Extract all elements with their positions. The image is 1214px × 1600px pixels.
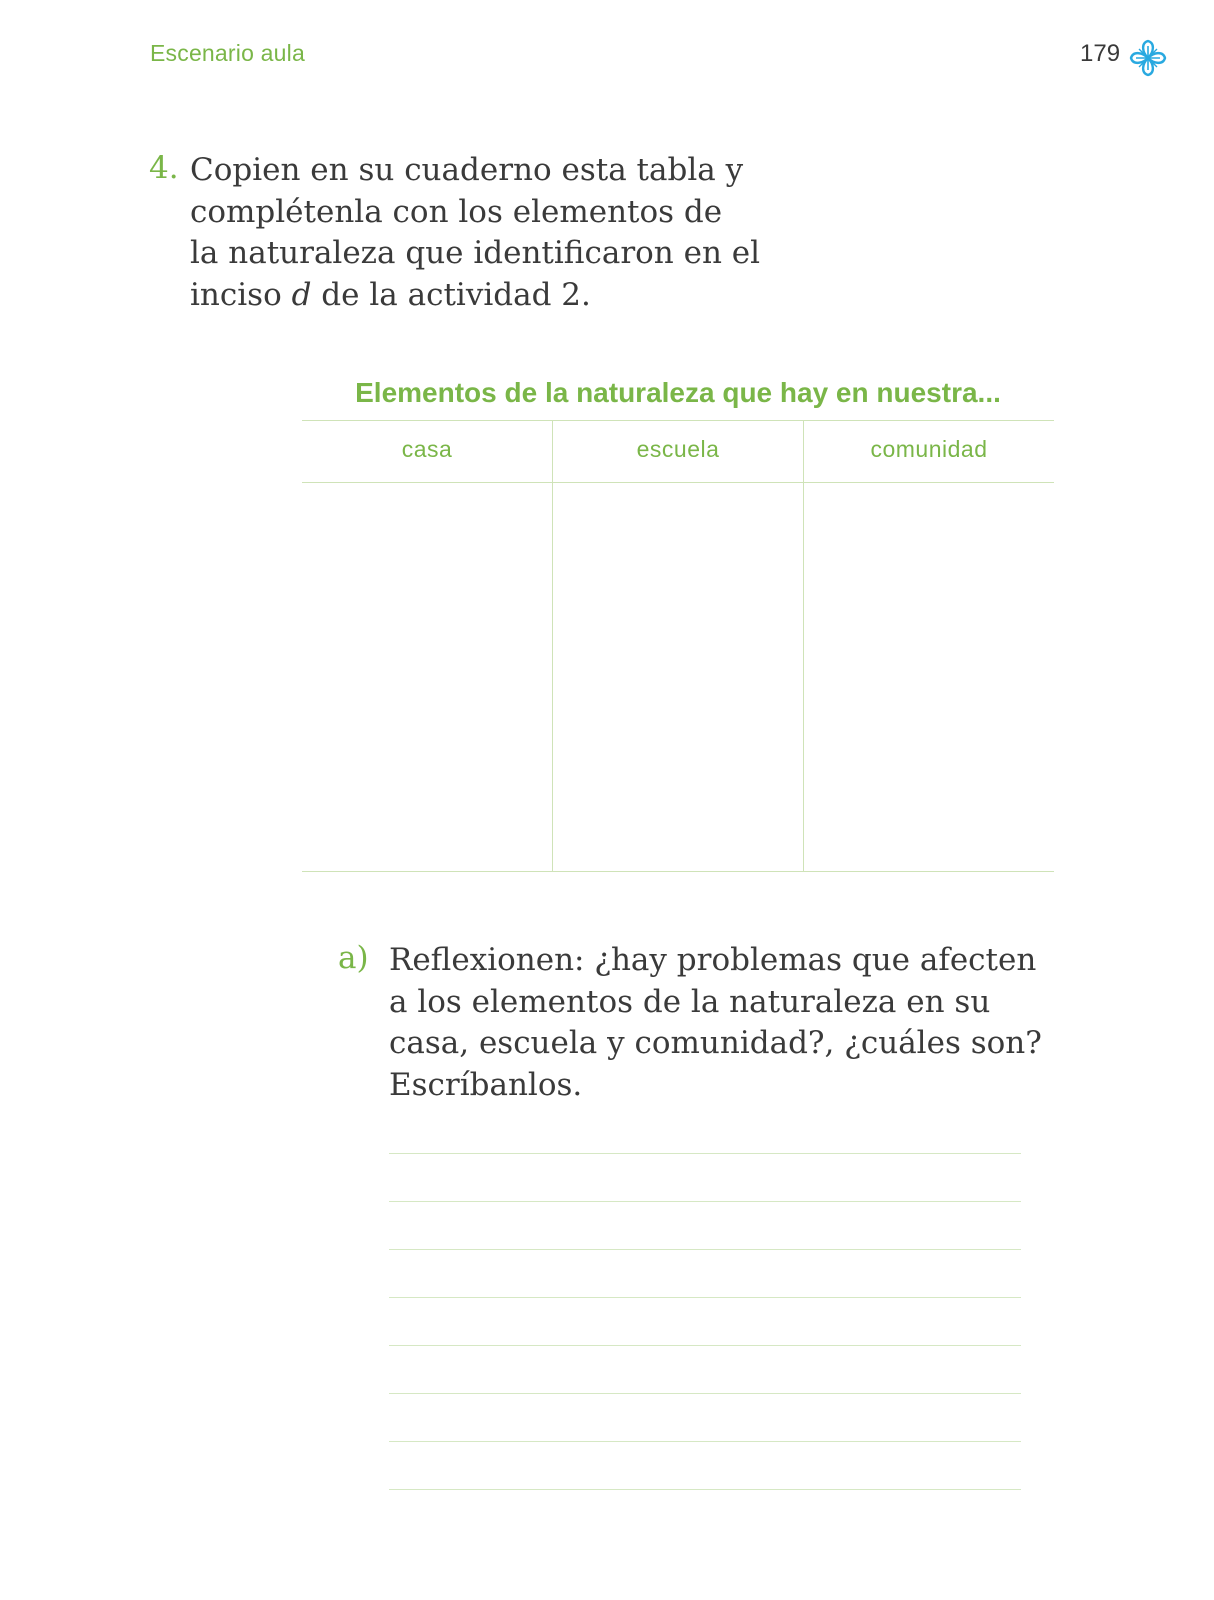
subquestion-line: Reflexionen: ¿hay problemas que afecten [389, 942, 1037, 978]
page-number: 179 [1080, 40, 1121, 67]
question-line: complétenla con los elementos de [190, 193, 723, 230]
question-line: Copien en su cuaderno esta tabla y [190, 152, 744, 188]
column-header-casa: casa [401, 436, 453, 462]
subquestion-letter: a) [338, 940, 369, 976]
table-top-border [302, 420, 1054, 421]
question-line-end: de la actividad 2. [311, 276, 591, 313]
italic-letter: d [291, 276, 312, 313]
subquestion-text [389, 940, 1042, 1106]
clover-emblem-icon [1128, 38, 1168, 78]
subquestion-line: casa, escuela y comunidad?, ¿cuáles son? [389, 1025, 1042, 1061]
answer-line[interactable] [389, 1249, 1021, 1250]
column-header-escuela: escuela [636, 436, 720, 462]
answer-line[interactable] [389, 1345, 1021, 1346]
answer-line[interactable] [389, 1441, 1021, 1442]
table-bottom-border [302, 871, 1054, 872]
question-line: la naturaleza que identificaron en el [190, 235, 761, 271]
question-number: 4. [149, 150, 179, 186]
answer-line[interactable] [389, 1297, 1021, 1298]
nature-elements-table [302, 420, 1054, 872]
table-title: Elementos de la naturaleza que hay en nuestra... [355, 377, 1001, 408]
answer-line[interactable] [389, 1201, 1021, 1202]
table-column-divider [803, 420, 804, 872]
subquestion-line: a los elementos de la naturaleza en su [389, 983, 991, 1020]
table-column-divider [552, 420, 553, 872]
column-header-comunidad: comunidad [870, 436, 988, 462]
subquestion-line: Escríbanlos. [389, 1066, 583, 1103]
table-header-border [302, 482, 1054, 483]
question-line [190, 275, 770, 317]
question-line-start: inciso [190, 276, 292, 313]
answer-line[interactable] [389, 1153, 1021, 1154]
answer-line[interactable] [389, 1393, 1021, 1394]
answer-line[interactable] [389, 1489, 1021, 1490]
question-text [190, 150, 770, 316]
section-title: Escenario aula [150, 40, 305, 66]
